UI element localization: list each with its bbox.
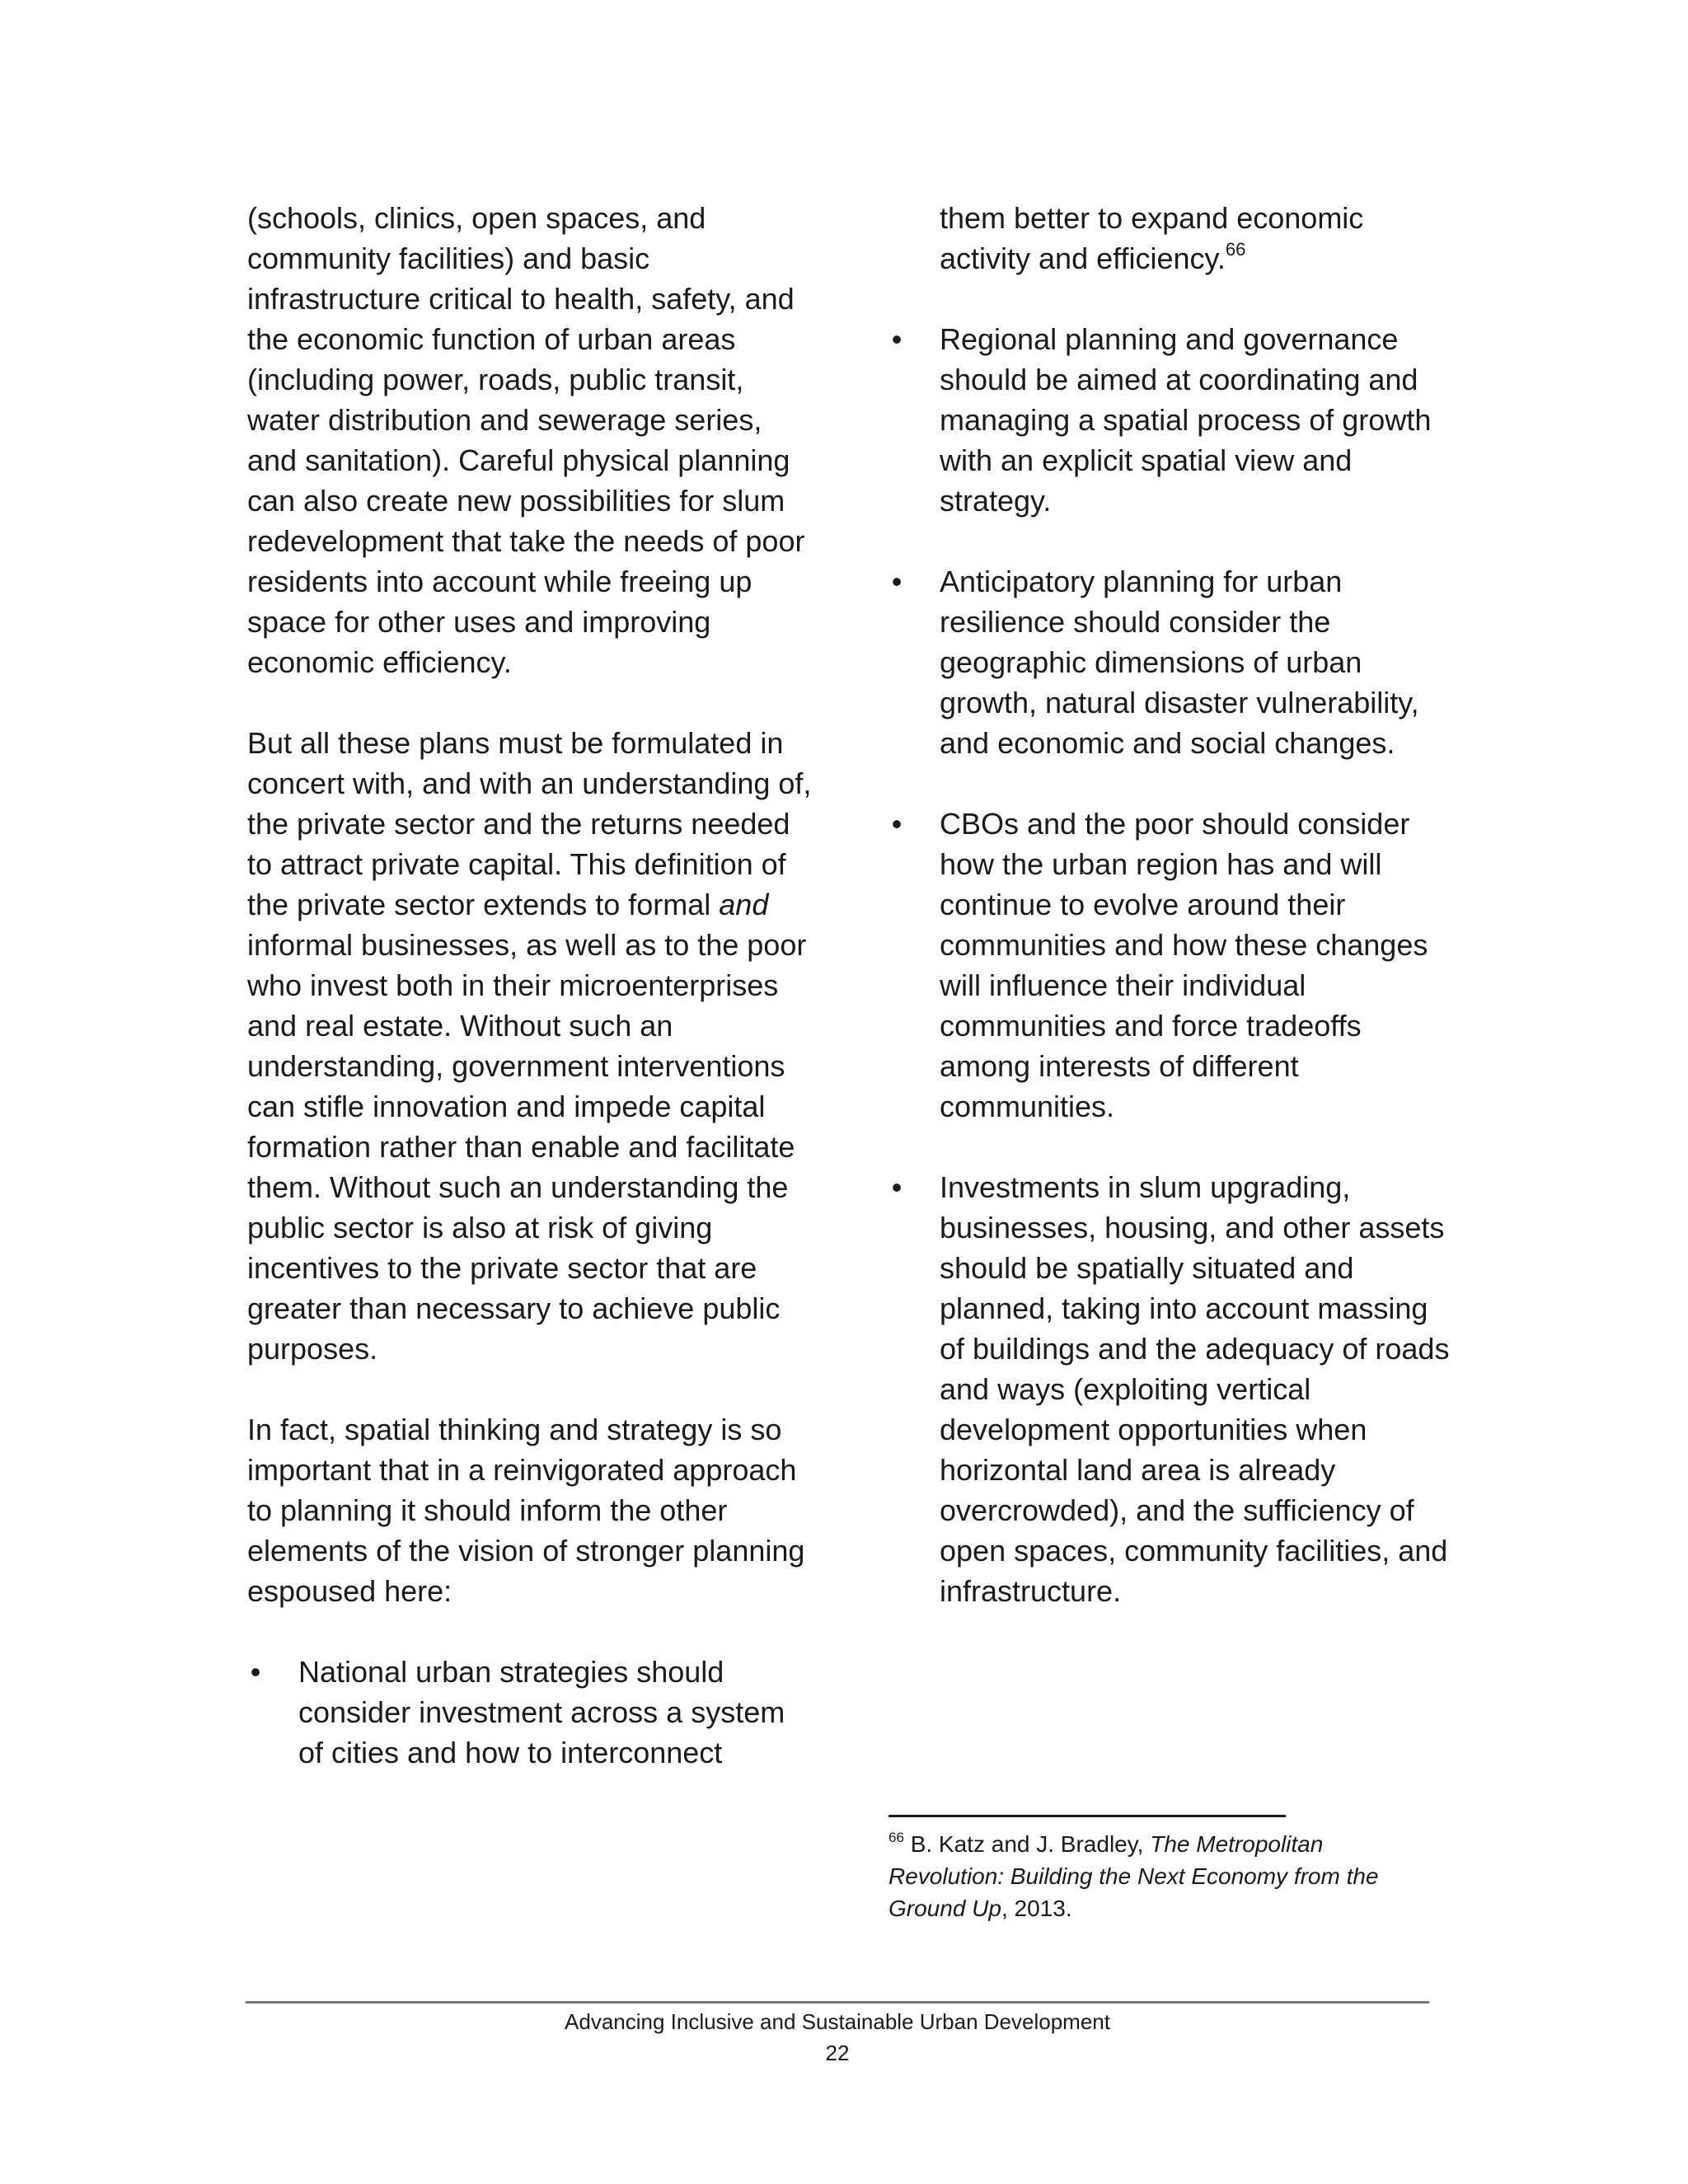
footnote-reference[interactable]: 66: [1225, 239, 1246, 260]
paragraph-private-sector-text-1: But all these plans must be formulated in concert with, and with an understanding of, the private sector and the returns needed to attract private capital. This definition of the private sector extends to formal: [247, 726, 812, 921]
bullet-text: Investments in slum upgrading, businesses, housing, and other assets should be spatially situated and planned, taking into account massing of buildings and the adequacy of roads and ways (exploiting vertical development opportunities when horizontal land area is already overcrowded), and the sufficiency of open spaces, community facilities, and infrastructure.: [940, 1170, 1450, 1608]
bullet-text: Regional planning and governance should be aimed at coordinating and managing a spatial process of growth with an explicit spatial view and strategy.: [940, 322, 1432, 518]
bullet-anticipatory-planning: [889, 561, 1457, 763]
bullet-text: Anticipatory planning for urban resilience should consider the geographic dimensions of urban growth, natural disaster vulnerability, and economic and social changes.: [940, 565, 1419, 760]
bullet-icon: •: [891, 1170, 903, 1204]
bullet-text: National urban strategies should consider investment across a system of cities and how to interconnect: [298, 1655, 785, 1769]
bullet-text: CBOs and the poor should consider how the urban region has and will continue to evolve around their communities and how these changes will influence their individual communities and force tradeoffs among interests of different communities.: [940, 807, 1428, 1123]
footnote-book-title: The Metropolitan Revolution: Building the Next Economy from the Ground Up: [889, 1831, 1379, 1921]
footnote-authors: B. Katz and J. Bradley,: [903, 1831, 1151, 1857]
bullet-icon: •: [891, 807, 903, 841]
bullet-cbos-and-poor: [889, 804, 1457, 1127]
bullet-regional-planning: [889, 319, 1457, 521]
right-column: [889, 198, 1457, 1652]
bullet-national-urban-strategies-continued: [889, 198, 1457, 279]
footer-divider: [246, 2001, 1429, 2004]
paragraph-infrastructure: (schools, clinics, open spaces, and community facilities) and basic infrastructure critical to health, safety, and the economic function of urban areas (including power, roads, public transit, water distribution and sewerage series, and sanitation). Careful physical planning can also create new possibilities for slum redevelopment that take the needs of poor residents into account while freeing up space for other uses and improving economic efficiency.: [247, 201, 805, 679]
page-number: 22: [825, 2041, 850, 2065]
emphasis-and: and: [719, 888, 769, 921]
paragraph-spatial-thinking: In fact, spatial thinking and strategy is so important that in a reinvigorated approach to planning it should inform the other elements of the vision of stronger planning espoused here:: [247, 1413, 805, 1608]
paragraph-private-sector: [247, 723, 816, 1369]
bullet-investments-slum-upgrading: [889, 1167, 1457, 1611]
footnote-year: , 2013.: [1001, 1896, 1072, 1921]
bullet-icon: •: [891, 565, 903, 598]
bullet-text: them better to expand economic activity and efficiency.: [940, 201, 1364, 275]
bullet-icon: •: [891, 322, 903, 356]
paragraph-private-sector-text-2: informal businesses, as well as to the poor who invest both in their microenterprises and real estate. Without such an understanding, government interventions can stifle innovation and impede capital formation rather than enable and facilitate them. Without such an understanding the public sector is also at risk of giving incentives to the private sector that are greater than necessary to achieve public purposes.: [247, 928, 807, 1366]
footnote-number: 66: [889, 1830, 904, 1845]
bullet-national-urban-strategies: [247, 1652, 816, 1773]
bullet-icon: •: [250, 1655, 261, 1689]
footer-document-title: Advancing Inclusive and Sustainable Urban Development: [565, 2009, 1110, 2034]
left-column: [247, 198, 816, 1813]
footnote: [889, 1828, 1432, 1924]
footnote-separator: [889, 1815, 1286, 1817]
